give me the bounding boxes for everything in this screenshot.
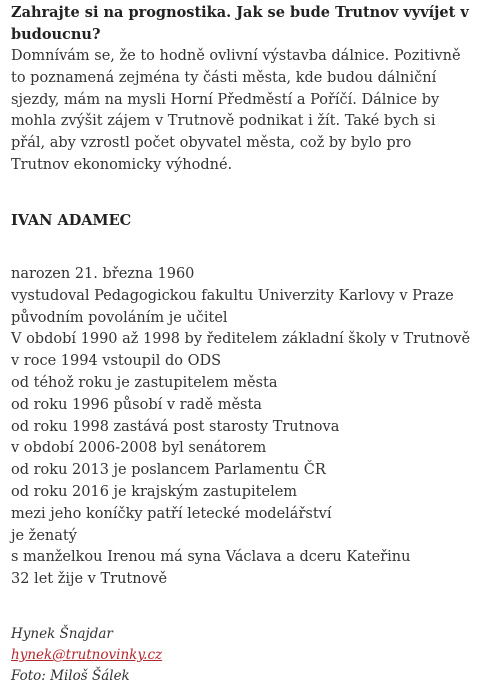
bio-item: narozen 21. března 1960: [11, 266, 195, 282]
bio-list: [11, 264, 470, 591]
bio-item: mezi jeho koníčky patří letecké modelářství: [11, 505, 332, 522]
bio-item: vystudoval Pedagogickou fakultu Univerzity Karlovy v Praze: [11, 287, 454, 304]
bio-item: od roku 2016 je krajským zastupitelem: [11, 483, 298, 500]
interview-question: Zahrajte si na prognostika. Jak se bude Trutnov vyvíjet v budoucnu?: [11, 4, 469, 43]
bio-item: s manželkou Irenou má syna Václava a dceru Kateřinu: [11, 549, 411, 566]
bio-item: v roce 1994 vstoupil do ODS: [11, 353, 222, 370]
article-credits: [11, 624, 162, 687]
bio-item: od roku 1996 působí v radě města: [11, 396, 262, 413]
bio-item: od roku 2013 je poslancem Parlamentu ČR: [11, 462, 326, 479]
bio-item: je ženatý: [11, 527, 77, 544]
bio-item: v období 2006-2008 byl senátorem: [11, 440, 267, 457]
photo-credit: Foto: Miloš Šálek: [11, 668, 130, 684]
author-name: Hynek Šnajdar: [11, 626, 113, 642]
bio-item: V období 1990 až 1998 by ředitelem základní školy v Trutnově: [11, 331, 471, 348]
article: [11, 0, 473, 684]
interview-answer: Domnívám se, že to hodně ovlivní výstavba dálnice. Pozitivně to poznamená zejména ty části města, kde budou dálniční sjezdy, mám na mysli Horní Předměstí a Poříčí. Dálnice by mohla zvýšit zájem v Trutnově podnikat i žít. Také bych si přál, aby vzrostl počet obyvatel města, což by bylo pro Trutnov ekonomicky výhodné.: [11, 48, 461, 173]
bio-item: od téhož roku je zastupitelem města: [11, 374, 278, 391]
profile-heading: IVAN ADAMEC: [11, 212, 132, 229]
author-email-link[interactable]: hynek@trutnovinky.cz: [11, 647, 163, 663]
bio-item: 32 let žije v Trutnově: [11, 571, 168, 588]
bio-item: od roku 1998 zastává post starosty Trutnova: [11, 418, 340, 435]
bio-item: původním povoláním je učitel: [11, 309, 228, 326]
